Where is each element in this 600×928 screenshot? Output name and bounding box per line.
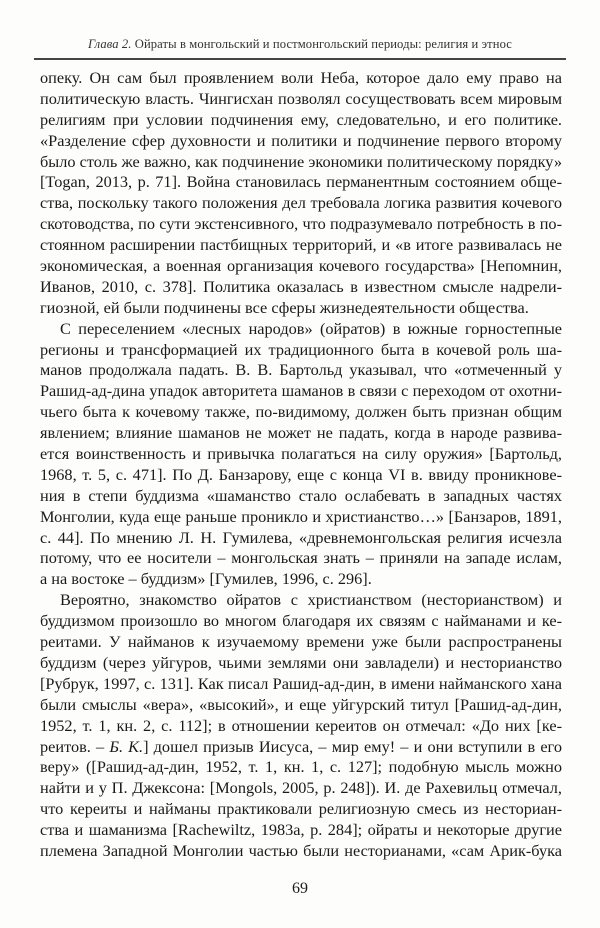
text-line (40, 131, 562, 152)
line-text: Монголии, куда еще раньше проникло и христианство…» [Банзаров, 1891, (40, 506, 562, 526)
text-line (40, 507, 562, 528)
line-text: Рашид-ад-дина упадок авторитета шаманов в связи с переходом от охотни- (40, 381, 562, 401)
line-text: 1952, т. 1, кн. 2, с. 112]; в отношении кереитов он отмечал: «До них [ке- (40, 715, 562, 735)
text-line (40, 423, 562, 444)
line-text: 1968, т. 5, с. 471]. По Д. Банзарову, еще с конца VI в. ввиду проникнове- (40, 464, 562, 484)
body-text (40, 68, 562, 862)
text-line (40, 340, 562, 361)
text-line (40, 402, 562, 423)
line-text: экономическая, а военная организация кочевого государства» [Непомнин, (40, 256, 562, 276)
text-line (40, 277, 562, 298)
line-text: с. 44]. По мнению Л. Н. Гумилева, «древнемонгольская религия исчезла (40, 527, 562, 547)
line-text: реитов. – (40, 736, 110, 756)
line-text: С переселением «лесных народов» (ойратов) в южные горностепные (60, 318, 562, 338)
text-line (40, 256, 562, 277)
text-line (40, 214, 562, 235)
text-line (40, 757, 562, 778)
text-line (40, 381, 562, 402)
line-text: [Рубрук, 1997, с. 131]. Как писал Рашид-ад-дин, в имени найманского хана (40, 673, 562, 693)
chapter-title: Ойраты в монгольский и постмонгольский периоды: религия и этнос (131, 37, 512, 51)
text-line (40, 68, 562, 89)
line-text: а на востоке – буддизм» [Гумилев, 1996, с. 296]. (40, 569, 372, 589)
text-line (40, 632, 562, 653)
text-line (40, 799, 562, 820)
header-rule (34, 58, 566, 60)
line-text: ] дошел призыв Иисуса, – мир ему! – и они вступили в его (143, 736, 562, 756)
text-line (40, 674, 562, 695)
line-text: потому, что ее носители – монгольская знать – приняли на западе ислам, (40, 548, 562, 568)
text-line (40, 110, 562, 131)
line-text: буддизм (через уйгуров, чьими землями они завладели) и несторианство (40, 652, 562, 672)
page-number: 69 (292, 880, 308, 897)
text-line (40, 298, 562, 319)
text-line (40, 193, 562, 214)
line-text: ется воинственность и привычка полагаться на силу оружия» [Бартольд, (40, 444, 562, 464)
line-text: стоянном расширении пастбищных территорий, и «в итоге развивалась не (40, 235, 562, 255)
line-text: ния в степи буддизма «шаманство стало ослабевать в западных частях (40, 485, 562, 505)
text-line (40, 820, 562, 841)
running-header (30, 37, 570, 52)
text-line (40, 360, 562, 381)
text-line (40, 841, 562, 862)
line-text: [Togan, 2013, p. 71]. Война становилась перманентным состоянием обще- (40, 172, 562, 192)
text-line (40, 528, 562, 549)
text-line (40, 778, 562, 799)
line-text: Вероятно, знакомство ойратов с христианством (несторианством) и (60, 590, 562, 610)
text-line (40, 486, 562, 507)
text-line (40, 737, 562, 758)
text-line (40, 590, 562, 611)
text-line (40, 152, 562, 173)
line-text: «Разделение сфер духовности и политики и подчинение первого второму (40, 130, 562, 150)
text-line (40, 611, 562, 632)
line-text: были смыслы «вера», «высокий», и еще уйгурский титул [Рашид-ад-дин, (40, 694, 562, 714)
line-text: регионы и трансформацией их традиционного быта в кочевой роль ша- (40, 339, 562, 359)
text-line (40, 569, 562, 590)
line-text: Иванов, 2010, с. 378]. Политика оказалась в известном смысле надрели- (40, 276, 562, 296)
line-text: реитами. У найманов к изучаемому времени уже были распространены (40, 632, 562, 652)
italic-initials: Б. К. (109, 736, 144, 756)
line-text: религиям при условии подчинения ему, следовательно, и его политике. (40, 109, 562, 129)
line-text: опеку. Он сам был проявлением воли Неба, которое дало ему право на (40, 68, 562, 87)
text-line (40, 548, 562, 569)
text-line (40, 465, 562, 486)
line-text: политическую власть. Чингисхан позволял сосуществовать всем мировым (40, 88, 562, 108)
line-text: чьего быта к кочевому также, по-видимому, должен быть признан общим (40, 402, 562, 422)
line-text: явлением; влияние шаманов не может не падать, когда в народе развива- (40, 423, 562, 443)
text-line (40, 653, 562, 674)
text-line (40, 716, 562, 737)
line-text: было столь же важно, как подчинение экономики политическому порядку» (40, 151, 562, 171)
chapter-label: Глава 2. (87, 37, 132, 51)
line-text: что кереиты и найманы практиковали религиозную смесь из несториан- (40, 799, 562, 819)
text-line (40, 695, 562, 716)
line-text: ства, поскольку такого положения дел требовала логика развития кочевого (40, 193, 562, 213)
line-text: буддизмом произошло во многом благодаря их связям с найманами и ке- (40, 611, 562, 631)
line-text: ства и шаманизма [Rachewiltz, 1983a, p. 284]; ойраты и некоторые другие (40, 820, 562, 840)
text-line (40, 444, 562, 465)
line-text: племена Западной Монголии частью были несторианами, «сам Арик-бука (40, 840, 562, 860)
text-line (40, 172, 562, 193)
line-text: гиозной, ей были подчинены все сферы жизнедеятельности общества. (40, 297, 529, 317)
line-text: скотоводства, по сути экстенсивного, что подразумевало потребность в по- (40, 214, 562, 234)
text-line (40, 235, 562, 256)
line-text: веру» ([Рашид-ад-дин, 1952, т. 1, кн. 1, с. 127]; подобную мысль можно (40, 757, 562, 777)
text-line (40, 89, 562, 110)
line-text: найти и у П. Джексона: [Mongols, 2005, p. 248]). И. де Рахевильц отмечал, (40, 778, 562, 798)
line-text: манов продолжала падать. В. В. Бартольд указывал, что «отмеченный у (40, 360, 562, 380)
text-line (40, 319, 562, 340)
